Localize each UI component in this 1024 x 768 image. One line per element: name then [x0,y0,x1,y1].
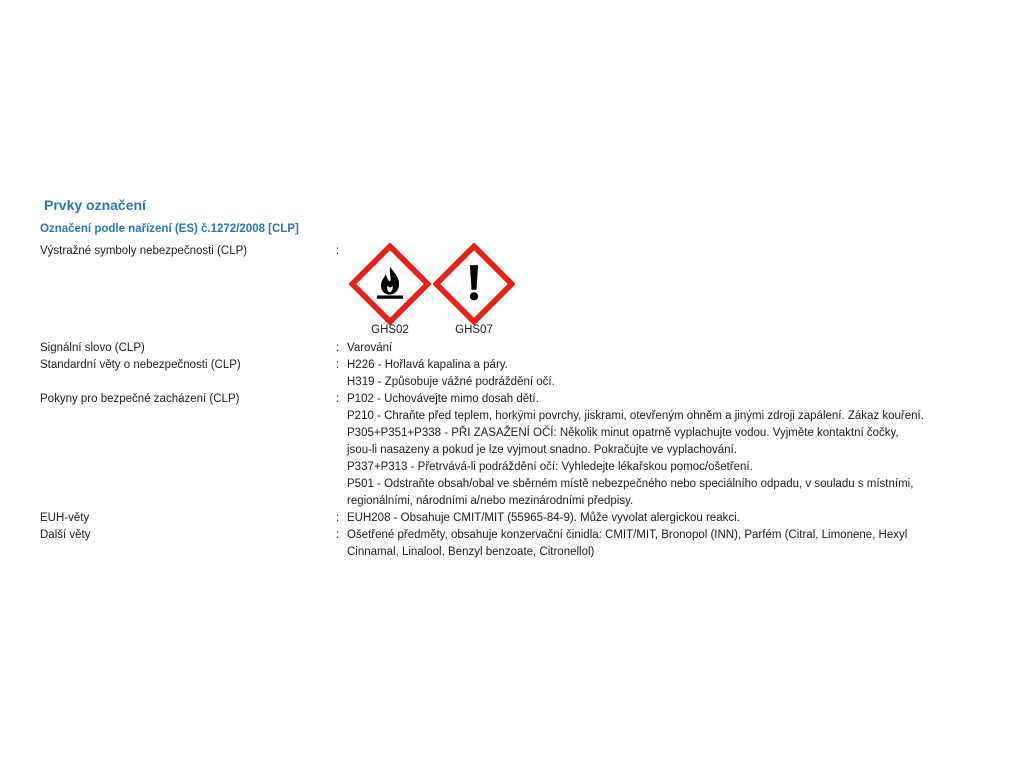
value-line: jsou-li nasazeny a pokud je lze vyjmout snadno. Pokračujte ve vyplachování. [347,444,737,456]
value-line: H226 - Hořlavá kapalina a páry. [347,359,508,371]
subsection-title: Označení podle nařízení (ES) č.1272/2008 [CLP] [40,223,299,235]
row-value [347,510,977,527]
value-line: EUH208 - Obsahuje CMIT/MIT (55965-84-9). Může vyvolat alergickou reakci. [347,512,740,524]
colon: : [336,529,340,541]
value-line: P337+P313 - Přetrvává-li podráždění očí: Vyhledejte lékařskou pomoc/ošetření. [347,461,753,473]
colon: : [336,512,340,524]
row-label: Další věty [40,529,91,541]
row-value [347,357,977,391]
row-value [347,527,977,561]
value-line: P305+P351+P338 - PŘI ZASAŽENÍ OČÍ: Několik minut opatrně vyplachujte vodou. Vyjměte kontaktní čočky, [347,427,899,439]
value-line: Ošetřené předměty, obsahuje konzervační činidla: CMIT/MIT, Bronopol (INN), Parfém (Citral, Limonene, Hexyl [347,529,908,541]
value-line: P210 - Chraňte před teplem, horkými povrchy, jiskrami, otevřeným ohněm a jinými zdroji zapálení. Zákaz kouření. [347,410,924,422]
row-label: Pokyny pro bezpečné zacházení (CLP) [40,393,240,405]
flame-pictogram-icon [349,243,431,325]
pictogram-code: GHS02 [371,324,409,336]
colon: : [336,342,340,354]
pictograms [347,243,517,343]
section-title: Prvky označení [44,197,146,213]
value-line: regionálními, národními a/nebo mezinárodními předpisy. [347,495,634,507]
colon: : [336,245,340,257]
row-label: EUH-věty [40,512,90,524]
value-line: Varování [347,342,393,354]
pictogram-code: GHS07 [455,324,493,336]
value-line: H319 - Způsobuje vážné podráždění očí. [347,376,555,388]
row-label: Standardní věty o nebezpečnosti (CLP) [40,359,241,371]
colon: : [336,359,340,371]
value-line: P102 - Uchovávejte mimo dosah dětí. [347,393,539,405]
value-line: Cinnamal, Linalool, Benzyl benzoate, Citronellol) [347,546,595,558]
row-label: Výstražné symboly nebezpečnosti (CLP) [40,245,248,257]
exclamation-pictogram-icon [433,243,515,325]
value-line: P501 - Odstraňte obsah/obal ve sběrném místě nebezpečného nebo speciálního odpadu, v souladu s místními, [347,478,914,490]
colon: : [336,393,340,405]
row-label: Signální slovo (CLP) [40,342,145,354]
row-value [347,340,977,357]
row-value [347,391,977,510]
